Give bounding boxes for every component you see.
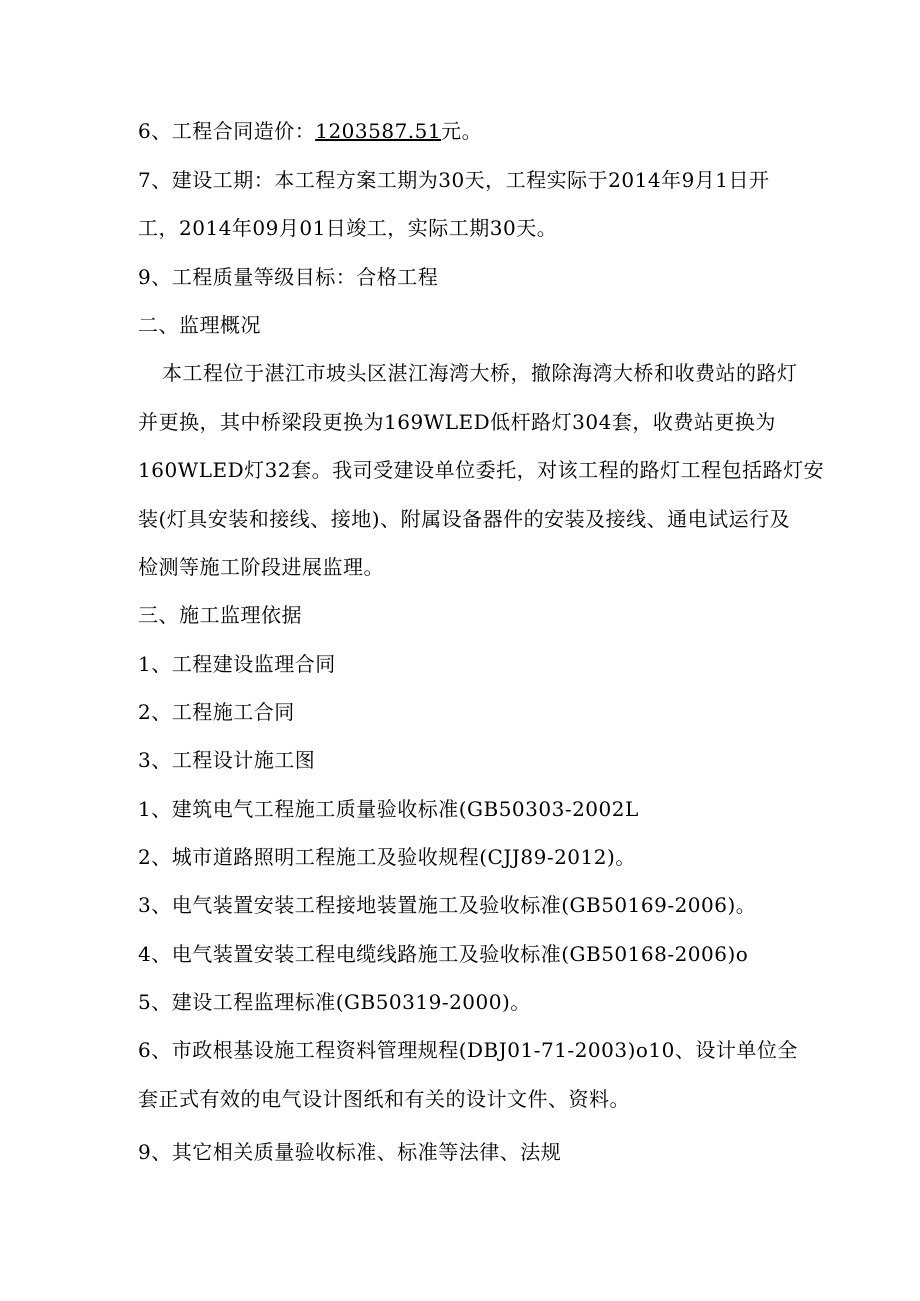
overview-paragraph-line-4: 装(灯具安装和接线、接地)、附属设备器件的安装及接线、通电试运行及 [138, 507, 791, 531]
basis-item-1: 1、工程建设监理合同 [138, 652, 336, 676]
basis-item-9-line-2: 套正式有效的电气设计图纸和有关的设计文件、资料。 [138, 1087, 630, 1111]
basis-item-6: 3、电气装置安装工程接地装置施工及验收标准(GB50169-2006)。 [138, 893, 757, 917]
contract-price-unit: 元。 [441, 119, 483, 143]
basis-item-7: 4、电气装置安装工程电缆线路施工及验收标准(GB50168-2006)o [138, 942, 749, 966]
basis-item-2: 2、工程施工合同 [138, 700, 295, 724]
basis-item-5: 2、城市道路照明工程施工及验收规程(CJJ89-2012)。 [138, 845, 636, 869]
contract-price-label: 6、工程合同造价： [138, 119, 316, 143]
schedule-line-2: 工，2014年09月01日竣工，实际工期30天。 [138, 216, 558, 240]
quality-target-line: 9、工程质量等级目标：合格工程 [138, 265, 439, 289]
overview-paragraph-line-3: 160WLED灯32套。我司受建设单位委托，对该工程的路灯工程包括路灯安 [138, 458, 825, 482]
basis-item-9-line-1: 6、市政根基设施工程资料管理规程(DBJ01-71-2003)o10、设计单位全 [138, 1038, 798, 1062]
basis-item-8: 5、建设工程监理标准(GB50319-2000)。 [138, 990, 531, 1014]
overview-paragraph-line-1: 本工程位于湛江市坡头区湛江海湾大桥，撤除海湾大桥和收费站的路灯 [162, 361, 798, 385]
basis-item-10: 9、其它相关质量验收标准、标准等法律、法规 [138, 1140, 562, 1164]
basis-item-3: 3、工程设计施工图 [138, 748, 316, 772]
overview-paragraph-line-5: 检测等施工阶段进展监理。 [138, 555, 384, 579]
basis-item-4: 1、建筑电气工程施工质量验收标准(GB50303-2002L [138, 797, 639, 821]
section-heading-supervision-overview: 二、监理概况 [138, 313, 261, 337]
section-heading-supervision-basis: 三、施工监理依据 [138, 603, 302, 627]
overview-paragraph-line-2: 并更换，其中桥梁段更换为169WLED低杆路灯304套，收费站更换为 [138, 410, 776, 434]
contract-price-value: 1203587.51 [315, 119, 442, 143]
contract-price-line [138, 117, 482, 145]
schedule-line-1: 7、建设工期：本工程方案工期为30天，工程实际于2014年9月1日开 [138, 168, 770, 192]
